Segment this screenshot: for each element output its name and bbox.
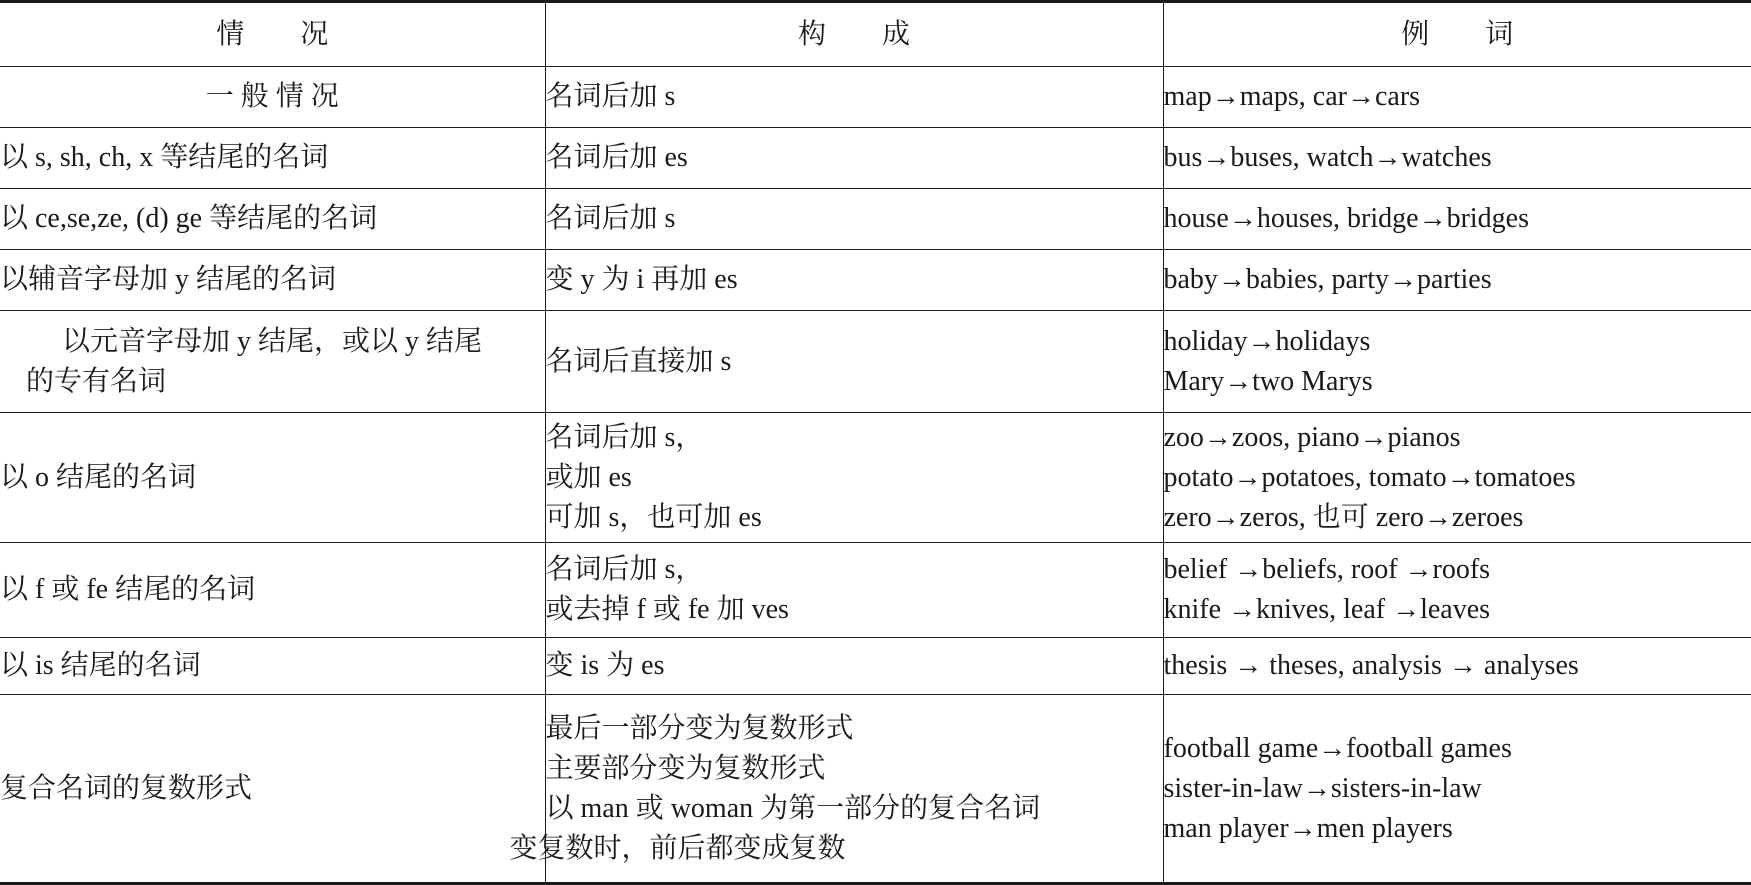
formation-text: 名词后直接加 s xyxy=(545,345,732,377)
example-cell xyxy=(1163,311,1751,412)
formation-text: 以 man 或 woman 为第一部分的复合名词 xyxy=(545,792,1041,824)
situation-cell xyxy=(0,250,545,311)
formation-text: 名词后加 s， xyxy=(545,553,704,585)
situation-text: 以元音字母加 y 结尾，或以 y 结尾 xyxy=(62,325,483,357)
table-row xyxy=(0,637,1751,695)
formation-cell xyxy=(545,250,1163,311)
situation-cell xyxy=(0,637,545,695)
example-cell xyxy=(1163,250,1751,311)
situation-cell xyxy=(0,543,545,637)
table-row xyxy=(0,250,1751,311)
example-text: football game→football games xyxy=(1163,732,1512,764)
table-row xyxy=(0,311,1751,412)
situation-cell xyxy=(0,189,545,250)
example-text: belief →beliefs, roof →roofs xyxy=(1163,553,1491,585)
formation-text: 名词后加 s， xyxy=(545,421,704,453)
situation-text: 以 is 结尾的名词 xyxy=(0,650,201,681)
situation-text: 一 般 情 况 xyxy=(205,81,339,113)
formation-text: 变 y 为 i 再加 es xyxy=(545,264,738,296)
formation-text: 主要部分变为复数形式 xyxy=(545,752,826,784)
table-row xyxy=(0,543,1751,637)
header-example: 例 词 xyxy=(1163,2,1751,67)
situation-text: 以辅音字母加 y 结尾的名词 xyxy=(0,264,337,296)
example-text: man player→men players xyxy=(1163,812,1453,844)
example-cell xyxy=(1163,543,1751,637)
formation-text: 或去掉 f 或 fe 加 ves xyxy=(545,593,789,625)
formation-text: 名词后加 s xyxy=(545,203,676,235)
formation-cell xyxy=(545,311,1163,412)
table-row xyxy=(0,695,1751,884)
example-text: map→maps, car→cars xyxy=(1163,81,1421,113)
example-text: baby→babies, party→parties xyxy=(1163,264,1492,296)
example-text: bus→buses, watch→watches xyxy=(1163,142,1492,174)
header-situation: 情 况 xyxy=(0,2,545,67)
formation-cell xyxy=(545,67,1163,128)
example-text: thesis → theses, analysis → analyses xyxy=(1163,650,1579,681)
situation-cell xyxy=(0,311,545,412)
situation-cell xyxy=(0,412,545,542)
example-text: knife →knives, leaf →leaves xyxy=(1163,593,1491,625)
formation-cell xyxy=(545,637,1163,695)
example-cell xyxy=(1163,695,1751,884)
formation-text: 或加 es xyxy=(545,461,632,493)
example-cell xyxy=(1163,412,1751,542)
example-text: house→houses, bridge→bridges xyxy=(1163,203,1530,235)
formation-cell xyxy=(545,189,1163,250)
formation-text: 最后一部分变为复数形式 xyxy=(545,712,854,744)
formation-text: 名词后加 es xyxy=(545,142,688,174)
example-text: zoo→zoos, piano→pianos xyxy=(1163,421,1461,453)
situation-text: 以 s, sh, ch, x 等结尾的名词 xyxy=(0,142,329,174)
situation-cell xyxy=(0,128,545,189)
situation-cell xyxy=(0,695,545,884)
situation-text: 以 o 结尾的名词 xyxy=(0,461,197,493)
formation-text: 变 is 为 es xyxy=(545,650,665,681)
formation-cell xyxy=(545,543,1163,637)
example-text: Mary→two Marys xyxy=(1163,365,1373,397)
formation-cell xyxy=(545,128,1163,189)
table-row xyxy=(0,67,1751,128)
formation-text: 变复数时，前后都变成复数 xyxy=(509,832,846,864)
situation-text: 复合名词的复数形式 xyxy=(0,772,253,804)
formation-text: 名词后加 s xyxy=(545,81,676,113)
table-row xyxy=(0,128,1751,189)
table-row xyxy=(0,189,1751,250)
table-row xyxy=(0,412,1751,542)
example-text: sister-in-law→sisters-in-law xyxy=(1163,772,1482,804)
example-cell xyxy=(1163,189,1751,250)
example-text: potato→potatoes, tomato→tomatoes xyxy=(1163,461,1576,493)
situation-cell xyxy=(0,67,545,128)
example-text: holiday→holidays xyxy=(1163,325,1371,357)
example-cell xyxy=(1163,67,1751,128)
example-cell xyxy=(1163,637,1751,695)
formation-cell xyxy=(545,412,1163,542)
situation-text: 以 ce,se,ze, (d) ge 等结尾的名词 xyxy=(0,203,378,235)
formation-text: 可加 s，也可加 es xyxy=(545,501,762,533)
situation-text: 的专有名词 xyxy=(26,365,167,397)
formation-cell xyxy=(509,695,1163,884)
header-formation: 构 成 xyxy=(545,2,1163,67)
header-row xyxy=(0,2,1751,67)
example-cell xyxy=(1163,128,1751,189)
example-text: zero→zeros, 也可 zero→zeroes xyxy=(1163,501,1524,533)
situation-text: 以 f 或 fe 结尾的名词 xyxy=(0,573,256,605)
